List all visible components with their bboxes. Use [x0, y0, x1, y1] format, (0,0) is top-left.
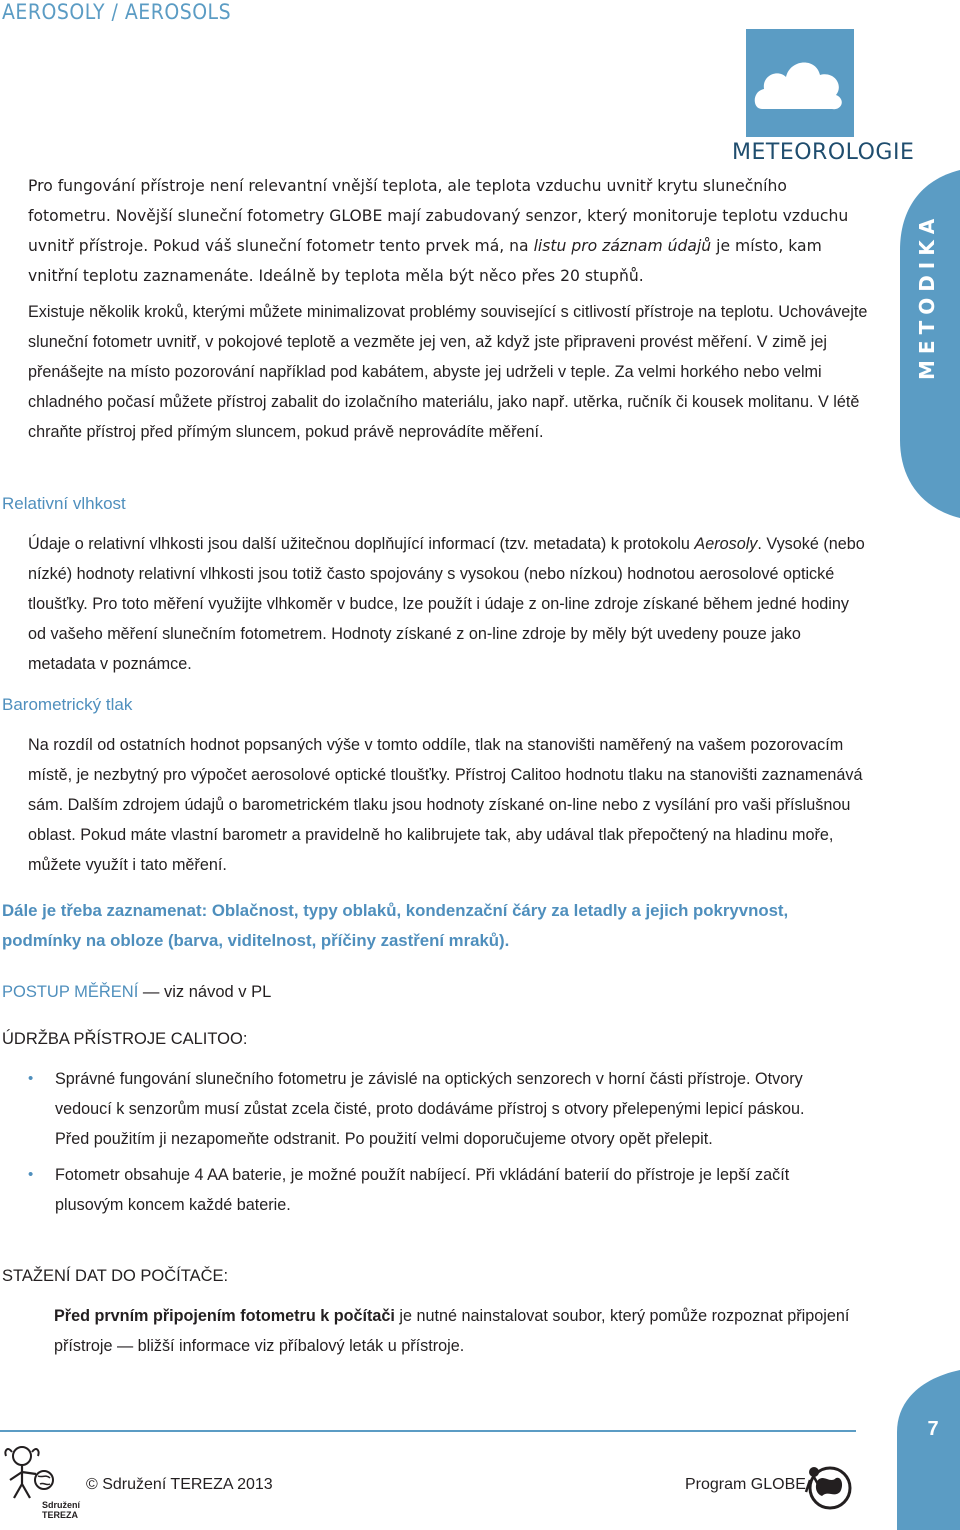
cloud-logo: [746, 29, 854, 137]
humidity-paragraph: [28, 529, 868, 679]
footer-rule: [0, 1430, 856, 1432]
list-item: [28, 1160, 828, 1220]
page-number: 7: [927, 1418, 939, 1440]
page-number-tab: [897, 1370, 960, 1530]
section-label: METEOROLOGIE: [732, 140, 915, 165]
maintenance-item-2: Fotometr obsahuje 4 AA baterie, je možné použít nabíjecí. Při vkládání baterií do přístroje je lepší začít plusovým koncem každé baterie.: [55, 1166, 790, 1214]
footer-copyright: © Sdružení TEREZA 2013: [86, 1476, 273, 1493]
also-record-text: Dále je třeba zaznamenat: Oblačnost, typy oblaků, kondenzační čáry za letadly a jejich pokryvnost, podmínky na obloze (barva, viditelnost, příčiny zastření mraků).: [2, 901, 789, 950]
pressure-paragraph: [28, 730, 868, 880]
humidity-heading: Relativní vlhkost: [2, 494, 126, 513]
logo-text-1: Sdružení: [42, 1500, 81, 1510]
logo-text-2: TEREZA: [42, 1510, 78, 1520]
intro-text-italic: listu pro záznam údajů: [533, 237, 712, 255]
intro-text-2: Existuje několik kroků, kterými můžete minimalizovat problémy související s citlivostí přístroje na teplotu. Uchovávejte sluneční fotometr uvnitř, v pokojové teplotě a vezměte jej ven, až když jste připraveni provést měření. V zimě jej přenášejte na místo pozorování například pod kabátem, abyste jej udrželi v teple. Za velmi horkého nebo velmi chladného počasí můžete přístroj zabalit do izolačního materiálu, jako např. utěrka, ručník či kousek molitanu. V létě chraňte přístroj před přímým sluncem, pokud právě neprovádíte měření.: [28, 303, 868, 441]
tereza-logo: [0, 1444, 84, 1524]
footer-program: Program GLOBE: [685, 1476, 806, 1493]
humidity-text-a: Údaje o relativní vlhkosti jsou další užitečnou doplňující informací (tzv. metadata) k protokolu: [28, 535, 695, 553]
maintenance-list: [28, 1064, 828, 1226]
intro-text-b: je místo, kam vnitřní teplotu zaznamenáte. Ideálně by teplota měla být něco přes 20 stupňů.: [28, 237, 822, 285]
cloud-icon: [746, 29, 854, 137]
maintenance-item-1: Správné fungování slunečního fotometru je závislé na optických senzorech v horní části přístroje. Otvory vedoucí k senzorům musí zůstat zcela čisté, proto dodáváme přístroj s otvory přelepenými lepicí páskou. Před použitím ji nezapomeňte odstranit. Po použití velmi doporučujeme otvory opět přelepit.: [55, 1070, 805, 1148]
pressure-text: Na rozdíl od ostatních hodnot popsaných výše v tomto oddíle, tlak na stanovišti naměřený na vašem pozorovacím místě, je nezbytný pro výpočet aerosolové optické tloušťky. Přístroj Calitoo hodnotu tlaku na stanovišti zaznamenává sám. Dalším zdrojem údajů o barometrickém tlaku jsou hodnoty získané on-line nebo z vysílání pro vaši příslušnou oblast. Pokud máte vlastní barometr a pravidelně ho kalibrujete tak, aby udával tlak přepočtený na hladinu moře, můžete využít i tato měření.: [28, 736, 863, 874]
header-title: AEROSOLY / AEROSOLS: [2, 0, 232, 24]
side-tab-label: [915, 310, 945, 380]
download-bold: Před prvním připojením fotometru k počítači: [54, 1307, 395, 1325]
intro-paragraph-1: [28, 171, 868, 291]
download-text: je nutné nainstalovat soubor, který pomůže rozpoznat připojení přístroje — bližší informace viz příbalový leták u přístroje.: [54, 1307, 850, 1355]
procedure-text: — viz návod v PL: [138, 983, 272, 1001]
bullet-icon: •: [28, 1166, 34, 1183]
globe-logo: [800, 1458, 856, 1514]
globe-icon: [800, 1458, 856, 1514]
pressure-heading: Barometrický tlak: [2, 695, 133, 714]
girl-icon: [0, 1444, 84, 1500]
humidity-text-italic: Aerosoly: [694, 535, 758, 553]
intro-text-a: Pro fungování přístroje není relevantní vnější teplota, ale teplota vzduchu uvnitř krytu slunečního fotometru. Novější sluneční fotometry GLOBE mají zabudovaný senzor, který monitoruje teplotu vzduchu uvnitř přístroje. Pokud váš sluneční fotometr tento prvek má, na: [28, 177, 849, 255]
list-item: [28, 1064, 828, 1154]
download-paragraph: [54, 1301, 854, 1361]
download-heading: STAŽENÍ DAT DO POČÍTAČE:: [2, 1267, 229, 1285]
procedure-line: [2, 983, 271, 1002]
intro-paragraph-2: [28, 297, 868, 447]
humidity-text-b: . Vysoké (nebo nízké) hodnoty relativní vlhkosti jsou totiž často spojovány s vysokou (nebo nízkou) hodnotou aerosolové optické tloušťky. Pro toto měření využijte vlhkoměr v budce, lze použít i údaje z on-line zdroje získané během jedné hodiny od vašeho měření slunečním fotometrem. Hodnoty získané z on-line zdroje by měly být uvedeny pouze jako metadata v poznámce.: [28, 535, 865, 673]
bullet-icon: •: [28, 1070, 34, 1087]
procedure-label: POSTUP MĚŘENÍ: [2, 983, 139, 1001]
maintenance-heading: ÚDRŽBA PŘÍSTROJE CALITOO:: [2, 1030, 248, 1048]
